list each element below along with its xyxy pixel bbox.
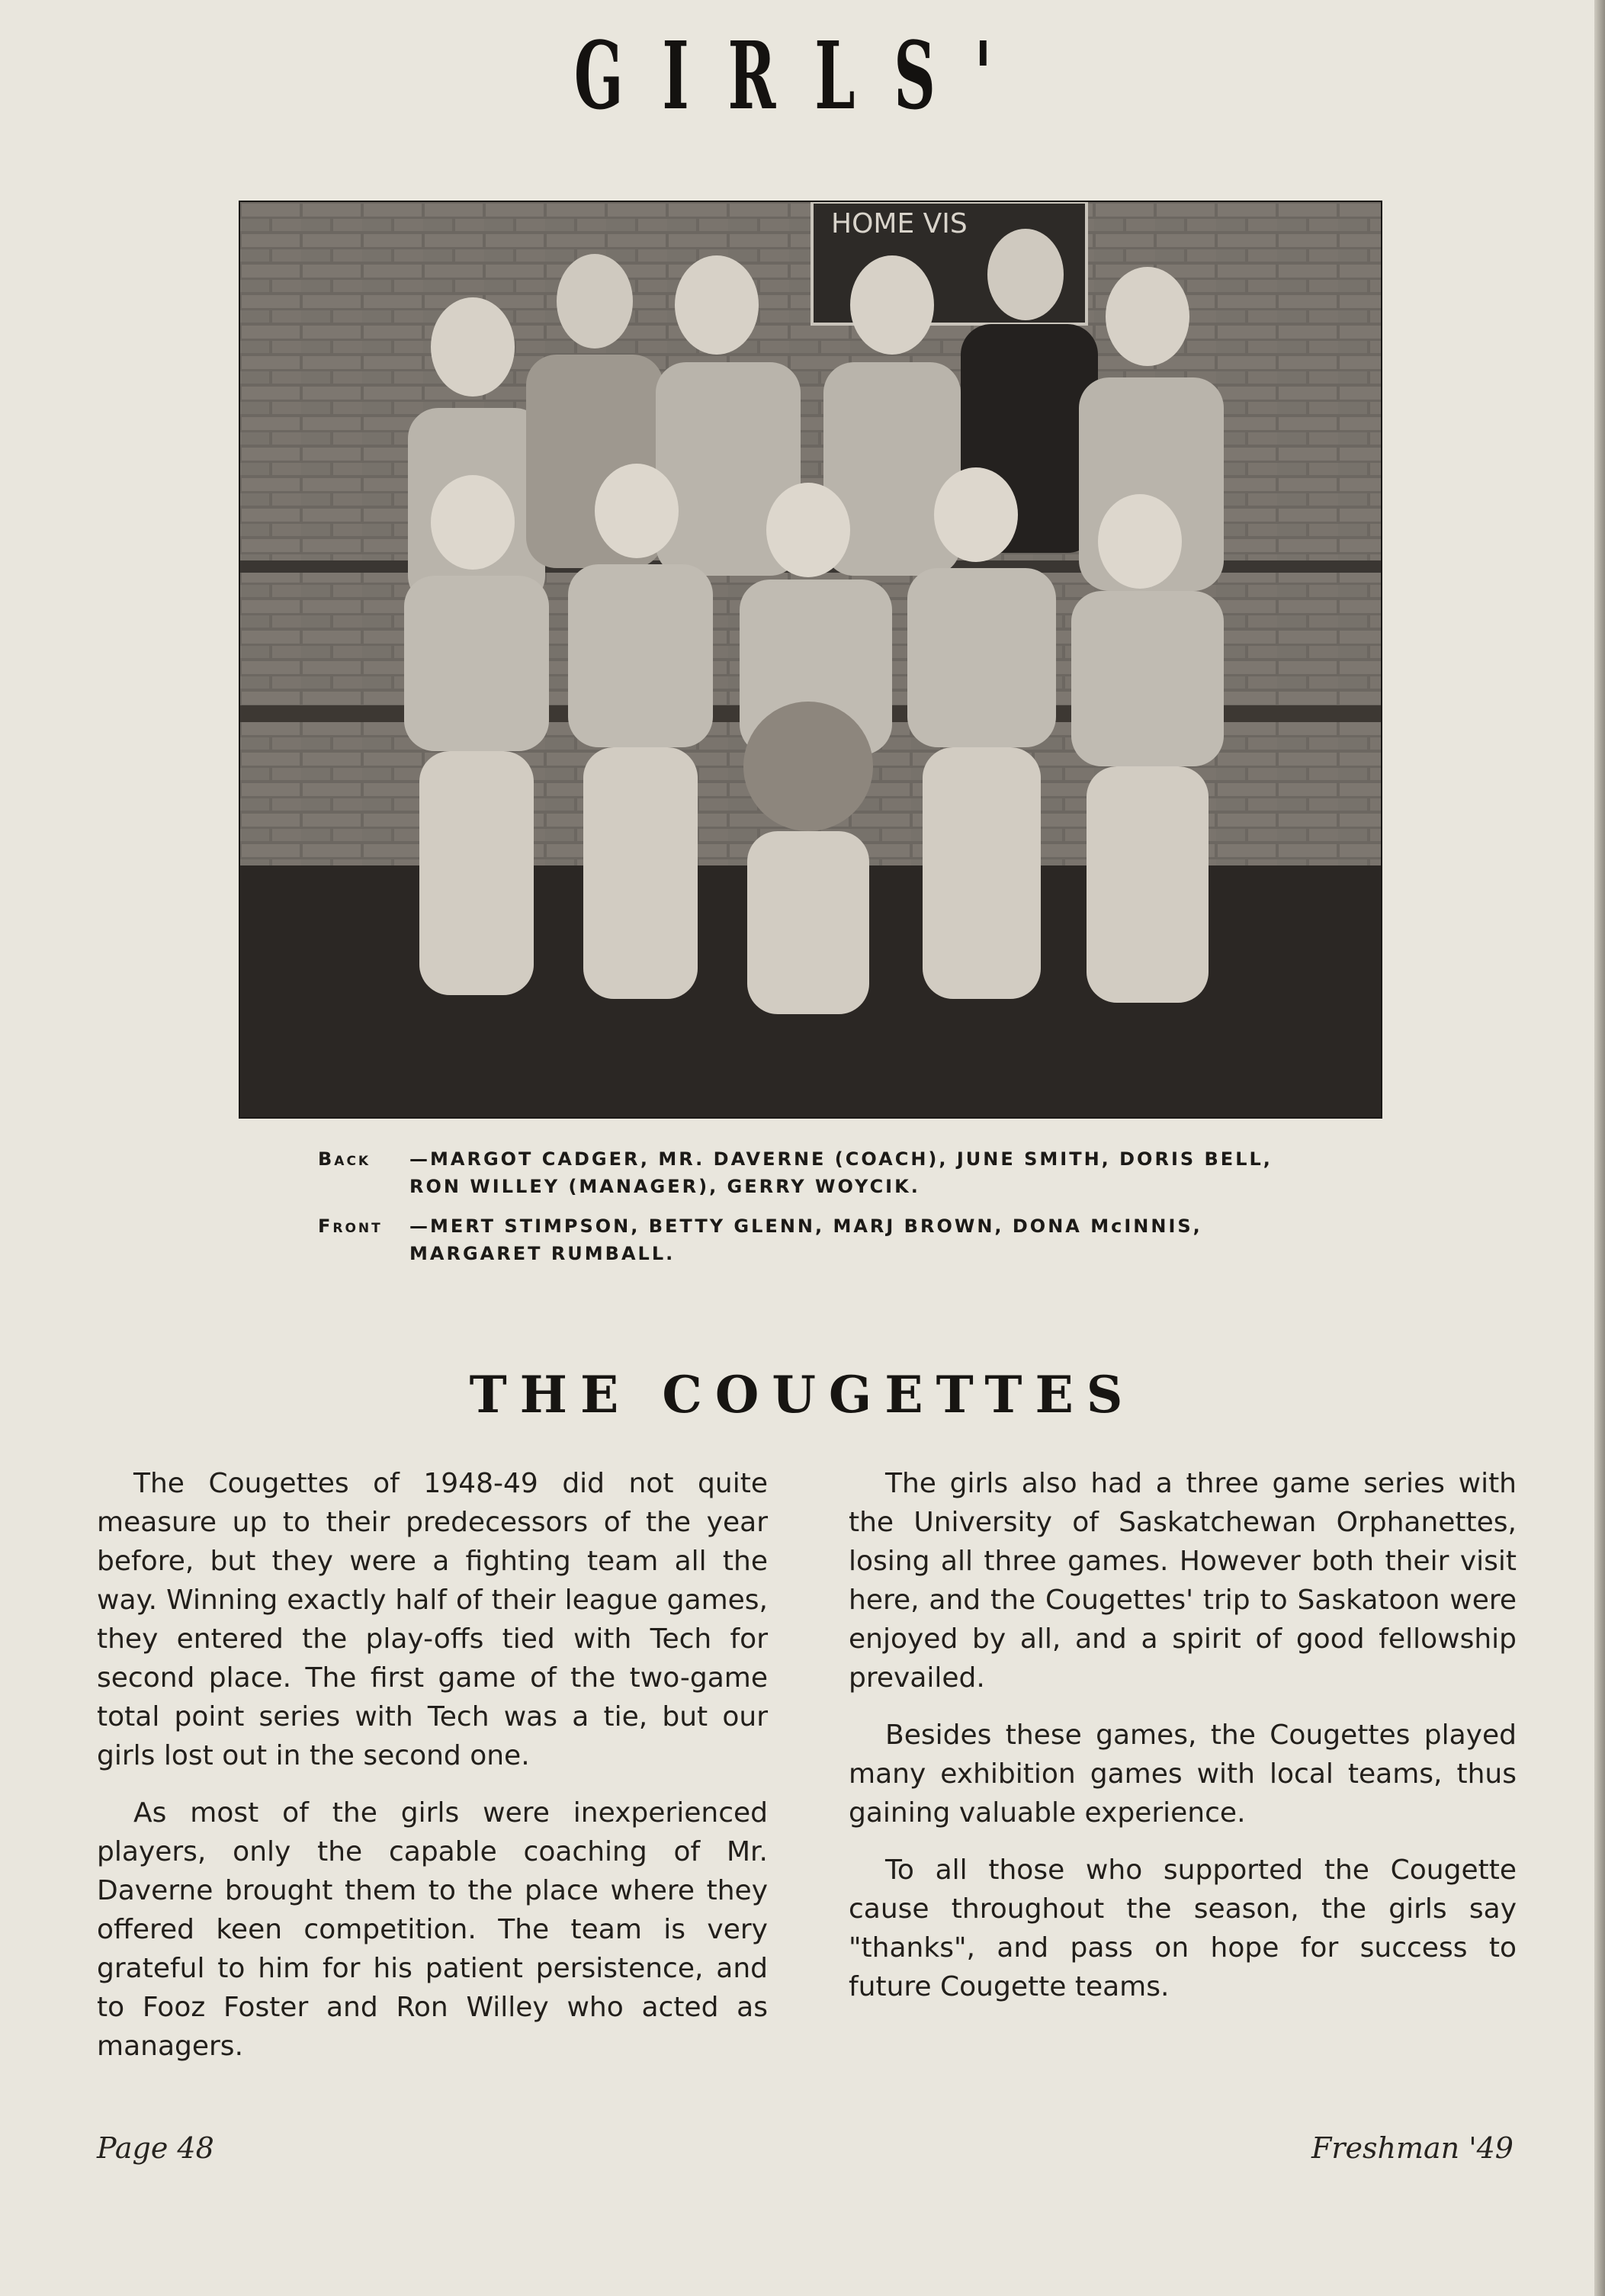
left-paragraph-2: As most of the girls were inexperienced players, only the capable coaching of Mr. Daverne brought them to the place where they offered keen competition. The team is very grateful to him for his patient persistence, and to Fooz Foster and Ron Willey who acted as managers.	[97, 1797, 768, 2062]
caption-back-line1: —MARGOT CADGER, MR. DAVERNE (COACH), JUNE SMITH, DORIS BELL,	[409, 1148, 1273, 1170]
left-column	[97, 1464, 768, 2084]
right-paragraph-2: Besides these games, the Cougettes played many exhibition games with local teams, thus gaining valuable experience.	[849, 1720, 1517, 1829]
caption-front-label: Front	[318, 1215, 383, 1237]
caption-front-line1: —MERT STIMPSON, BETTY GLENN, MARJ BROWN, DONA McINNIS,	[409, 1215, 1202, 1237]
right-column	[849, 1464, 1517, 2025]
caption-front-row	[318, 1212, 1385, 1267]
caption-back-row	[318, 1145, 1385, 1200]
caption-front-line2: MARGARET RUMBALL.	[409, 1243, 676, 1264]
page-number: Page 48	[97, 2131, 214, 2165]
scoreboard-text: HOME VIS	[831, 208, 968, 239]
right-paragraph-3: To all those who supported the Cougette cause throughout the season, the girls say "thanks", and pass on hope for success to future Cougette teams.	[849, 1854, 1517, 2002]
left-paragraph-1: The Cougettes of 1948-49 did not quite measure up to their predecessors of the year before, but they were a fighting team all the way. Winning exactly half of their league games, they entered the play-offs tied with Tech for second place. The first game of the two-game total point series with Tech was a tie, but our girls lost out in the second one.	[97, 1468, 768, 1771]
right-paragraph-1: The girls also had a three game series with the University of Saskatchewan Orphanettes, losing all three games. However both their visit here, and the Cougettes' trip to Saskatoon were enjoyed by all, and a spirit of good fellowship prevailed.	[849, 1468, 1517, 1694]
publication-name: Freshman '49	[1311, 2131, 1514, 2165]
section-title: THE COUGETTES	[469, 1365, 1136, 1424]
page-edge	[1594, 0, 1605, 2296]
caption-back-label: Back	[318, 1148, 371, 1170]
team-photo	[239, 201, 1382, 1119]
page-heading: GIRLS'	[573, 21, 1031, 130]
caption-back-line2: RON WILLEY (MANAGER), GERRY WOYCIK.	[409, 1176, 920, 1197]
